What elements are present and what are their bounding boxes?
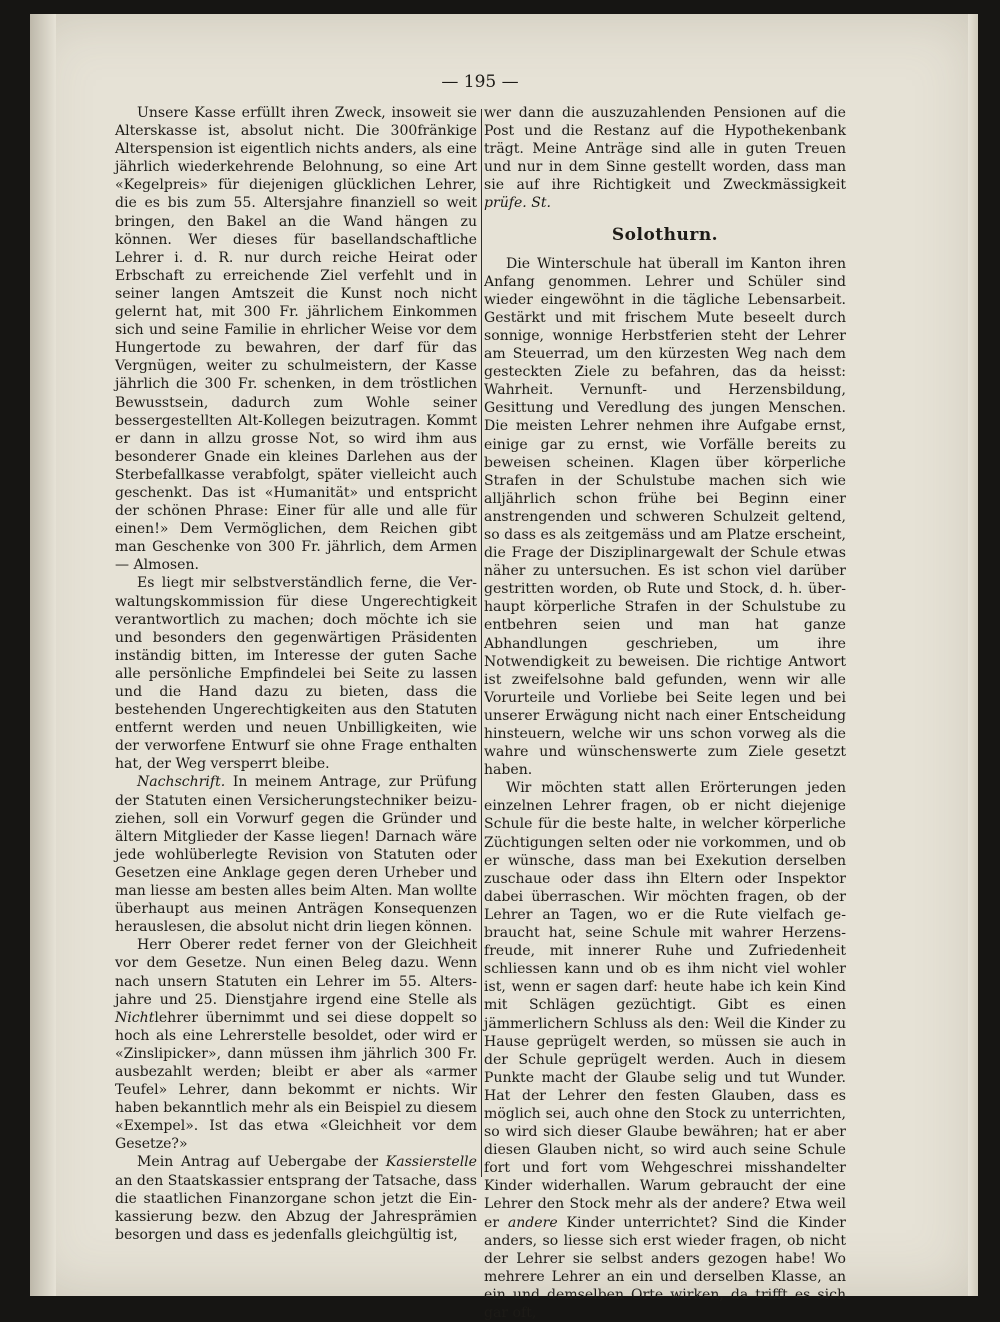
paragraph-gleichheit: [115, 936, 477, 1153]
paragraph-verwaltungskommission: Es liegt mir selbstverständlich ferne, die Verwaltungskommission für diese Ungerechtigkeit verantwortlich zu machen; doch möchte ich sie und besonders den gegenwärtigen Präsidenten inständig bitten, im Interesse der guten Sache alle persönliche Empfindelei bei Seite zu lassen und die Hand dazu zu bieten, dass die bestehenden Ungerechtigkeiten aus den Statuten entfernt werden und neuen Unbilligkeiten, wie der verworfene Entwurf sie ohne Frage enthalten hat, der Weg versperrt bleibe.: [115, 575, 477, 773]
paragraph-continuation: [484, 104, 846, 213]
paragraph-winterschule: Die Winterschule hat überall im Kanton ihren Anfang genommen. Lehrer und Schüler sind wieder eingewöhnt in die tägliche Lebensarbeit. Gestärkt und mit frischem Mute beseelt durch sonnige, wonnige Herbstferien steht der Lehrer am Steuerrad, um den kürzesten Weg nach dem gesteckten Ziele zu befahren, das da heisst: Wahrheit. Vernunft- und Herzensbildung, Gesittung und Veredlung des jungen Menschen. Die meisten Lehrer nehmen ihre Aufgabe ernst, einige gar zu ernst, wie Vorfälle bereits zu beweisen scheinen. Klagen über körperliche Strafen in der Schulstube machen sich wie alljährlich schon frühe bei Beginn einer anstrengenden und schweren Schulzeit geltend, so dass es als zeitgemäss und am Platze erscheint, die Frage der Disziplinargewalt der Schule etwas näher zu untersuchen. Es ist schon viel darüber gestritten worden, ob Rute und Stock, d. h. überhaupt körperliche Strafen in der Schulstube zu entbehren seien und man hat ganze Abhandlungen geschrieben, um ihre Notwendigkeit zu beweisen. Die richtige Antwort ist zweifelsohne bald gefunden, wenn wir alle Vorurteile und Vorliebe bei Seite legen und bei unserer Erwägung nicht nach einer Entscheidung hinsteuern, welche wir uns schon vorweg als die wahre und wünschenswerte zum Ziele gesetzt haben.: [484, 255, 846, 779]
fragen-text-a: Wir möchten statt allen Erörterungen jeden einzelnen Lehrer fragen, ob er nicht diejenige Schule für die beste halte, in welcher körperliche Züchtigungen selten oder nie vorkommen, und ob er wünsche, dass man bei Exekution derselben zuschaue oder dass ihn Eltern oder Inspektor dabei überraschen. Wir möchten fragen, ob der Lehrer an Tagen, wo er die Rute vielfach gebraucht hat, seine Schule mit wahrer Herzensfreude, mit innerer Ruhe und Zufriedenheit schliessen kann und ob es ihm nicht viel wohler ist, wenn er sagen darf: heute habe ich kein Kind mit Schlägen gezüchtigt. Gibt es einen jämmerlichern Schluss als den: Weil die Kinder zu Hause geprügelt werden, so müssen sie auch in der Schule geprügelt werden. Auch in diesem Punkte macht der Glaube selig und tut Wunder. Hat der Lehrer den festen Glauben, dass es möglich sei, auch ohne den Stock zu unterrichten, so wird sich dieser Glaube bewähren; hat er aber diesen Glauben nicht, so wird auch seine Schule fort und fort vom Wehgeschrei misshandelter Kinder widerhallen. Warum gebraucht der eine Lehrer den Stock mehr als der andere? Etwa weil er: [484, 780, 846, 1231]
left-column: [115, 104, 477, 1244]
author-signature: St.: [531, 195, 551, 212]
gleichheit-text-b: lehrer übernimmt und sei diese doppelt so hoch als eine Lehrerstelle besoldet, oder wird er «Zinslipicker», dann müssen ihm jährlich 300 Fr. ausbezahlt werden; bleibt er aber als «armer Teufel» Lehrer, dann bekommt er nichts. Wir haben bekanntlich mehr als ein Beispiel zu diesem «Exempel». Ist das etwa «Gleichheit vor dem Gesetze?»: [115, 1009, 477, 1153]
kassierstelle-emphasis: Kassierstelle: [385, 1154, 477, 1171]
right-column: [484, 104, 846, 1322]
kassierstelle-text-b: an den Staatskassier entsprang der Tatsache, dass die staatlichen Finanzorgane schon jetzt die Einkassierung bezw. den Abzug der Jahresprämien besorgen und dass es jedenfalls gleichgültig ist,: [115, 1172, 477, 1243]
section-heading-solothurn: Solothurn.: [611, 224, 719, 245]
kassierstelle-text-a: Mein Antrag auf Uebergabe der: [137, 1154, 386, 1171]
andere-emphasis: andere: [507, 1214, 558, 1231]
paragraph-kassierstelle: [115, 1153, 477, 1243]
page-edge-shadow: [968, 14, 978, 1296]
page-fold-shadow: [30, 14, 56, 1296]
page-number: — 195 —: [441, 72, 519, 92]
continuation-text: wer dann die auszuzahlenden Pensionen auf die Post und die Restanz auf die Hypothekenbank trägt. Meine Anträge sind alle in guten Treuen und nur in dem Sinne gestellt worden, dass man sie auf ihre Richtigkeit und Zweckmässigkeit: [484, 105, 846, 194]
pruefe-emphasis: prüfe.: [484, 195, 527, 212]
nicht-emphasis: Nicht: [115, 1009, 155, 1026]
nachschrift-label: Nachschrift.: [137, 774, 226, 791]
gleichheit-text-a: Herr Oberer redet ferner von der Gleichheit vor dem Gesetze. Nun einen Beleg dazu. Wenn nach unsern Statuten ein Lehrer im 55. Altersjahre und 25. Dienstjahre irgend eine Stelle als: [115, 937, 477, 1008]
column-divider: [481, 109, 482, 1177]
paragraph-fragen: [484, 779, 846, 1322]
paragraph-nachschrift: [115, 773, 477, 936]
newspaper-page: [30, 14, 978, 1321]
paragraph-kasse: Unsere Kasse erfüllt ihren Zweck, insoweit sie Alterskasse ist, absolut nicht. Die 300fränkige Alterspension ist eigentlich nichts anders, als eine jährlich wiederkehrende Belohnung, so eine Art «Kegelpreis» für diejenigen glücklichen Lehrer, die es bis zum 55. Altersjahre finanziell so weit bringen, den Bakel an die Wand hängen zu können. Wer dieses für basellandschaftliche Lehrer i. d. R. nur durch reiche Heirat oder Erbschaft zu erreichende Ziel verfehlt und in seiner langen Amtszeit die Kunst noch nicht gelernt hat, mit 300 Fr. jährlichem Einkommen sich und seine Familie in ehrlicher Weise vor dem Hungertode zu bewahren, der darf für das Vergnügen, weiter zu schulmeistern, der Kasse jährlich die 300 Fr. schenken, in dem tröstlichen Bewusstsein, dadurch zum Wohle seiner bessergestellten Alt-Kollegen beizutragen. Kommt er dann in allzu grosse Not, so wird ihm aus besonderer Gnade ein kleines Darlehen aus der Sterbefallkasse verabfolgt, später vielleicht auch geschenkt. Das ist «Humanität» und entspricht der schönen Phrase: Einer für alle und alle für einen!» Dem Vermöglichen, dem Reichen gibt man Geschenke von 300 Fr. jährlich, dem Armen — Almosen.: [115, 105, 477, 574]
nachschrift-text: In meinem Antrage, zur Prüfung der Statuten einen Versicherungstechniker beizuziehen, soll ein Vorwurf gegen die Gründer und ältern Mitglieder der Kasse liegen! Darnach wäre jede wohlüberlegte Revision von Statuten oder Gesetzen eine Anklage gegen deren Urheber und man liesse am besten alles beim Alten. Man wollte überhaupt aus meinen Anträgen Konsequenzen herauslesen, die absolut nicht drin liegen können.: [115, 774, 477, 936]
fragen-text-b: Kinder unterrichtet? Sind die Kinder anders, so liesse sich erst wieder fragen, ob nicht der Lehrer sie selbst anders gezogen habe! Wo mehrere Lehrer an ein und derselben Klasse, an ein und demselben Orte wirken, da trifft es sich gar oft,: [484, 1214, 847, 1321]
